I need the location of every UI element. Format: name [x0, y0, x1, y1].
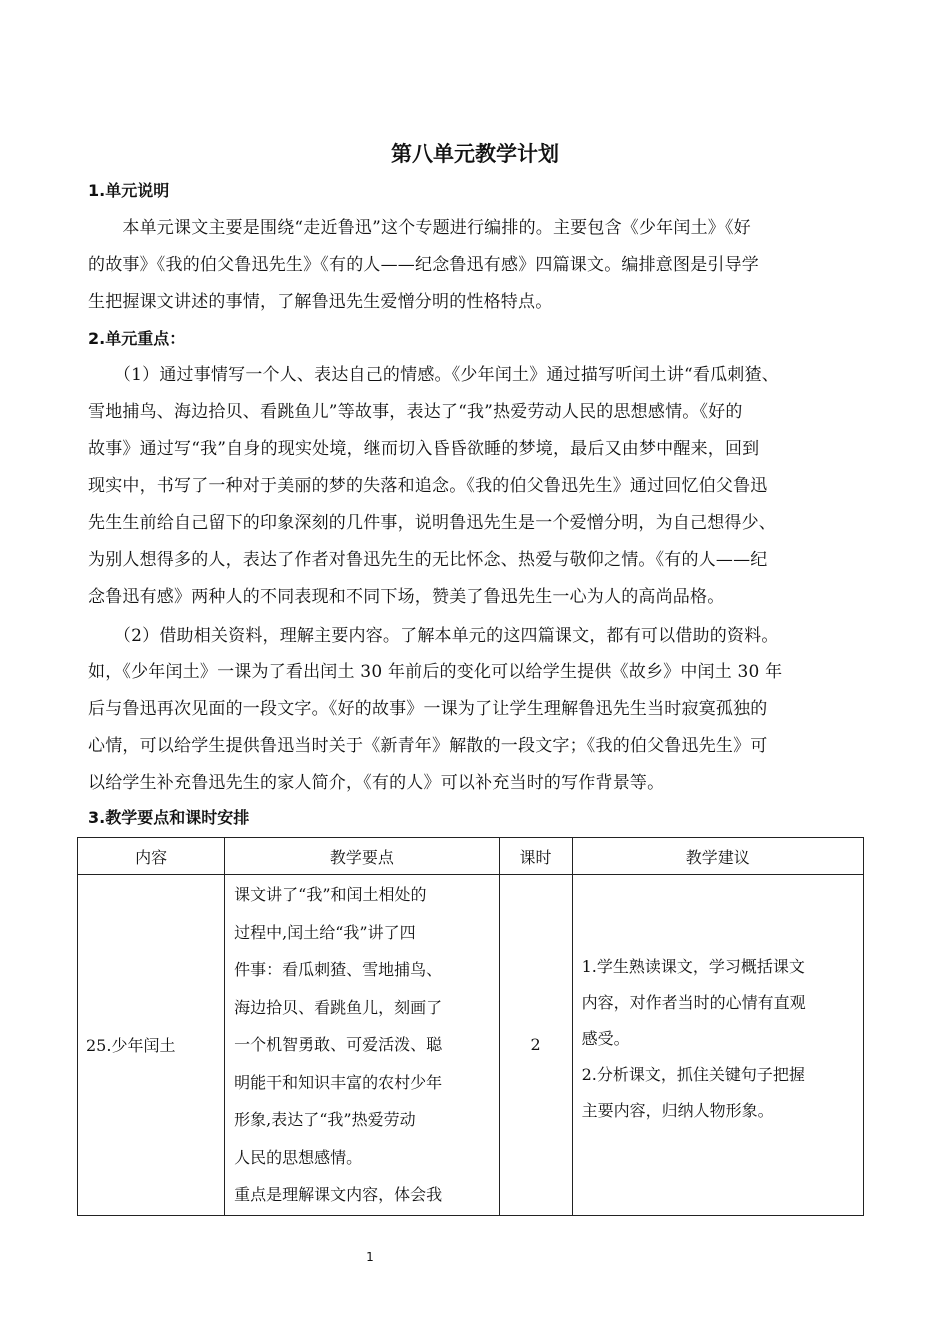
- paragraph-line: 心情，可以给学生提供鲁迅当时关于《新青年》解散的一段文字；《我的伯父鲁迅先生》可: [88, 736, 768, 756]
- table-header-row: [78, 838, 864, 875]
- key-point-line: 过程中,闰土给“我”讲了四: [234, 922, 416, 942]
- paragraph-line: 生把握课文讲述的事情，了解鲁迅先生爱憎分明的性格特点。: [88, 292, 553, 312]
- column-header-class-hours: 课时: [499, 838, 572, 875]
- cell-key-points: [225, 875, 499, 1216]
- key-point-line: 件事：看瓜刺猹、雪地捕鸟、: [234, 960, 443, 979]
- section-heading-unit-focus: 2.单元重点：: [88, 329, 186, 348]
- teaching-plan-table: [77, 837, 864, 1216]
- cell-lesson-title: 25.少年闰土: [78, 875, 225, 1216]
- section-heading-unit-description: 1.单元说明: [88, 181, 170, 200]
- paragraph-line: 雪地捕鸟、海边拾贝、看跳鱼儿”等故事，表达了“我”热爱劳动人民的思想感情。《好的: [88, 402, 743, 422]
- table-row: [78, 875, 864, 1216]
- paragraph-line: 以给学生补充鲁迅先生的家人简介，《有的人》可以补充当时的写作背景等。: [88, 773, 665, 793]
- cell-suggestions: [572, 875, 863, 1216]
- section-heading-teaching-plan: 3.教学要点和课时安排: [88, 808, 250, 827]
- key-point-line: 明能干和知识丰富的农村少年: [234, 1072, 443, 1092]
- key-point-line: 形象,表达了“我”热爱劳动: [234, 1110, 416, 1129]
- suggestion-line: 感受。: [581, 1028, 630, 1048]
- paragraph-line: （2）借助相关资料，理解主要内容。了解本单元的这四篇课文，都有可以借助的资料。: [88, 626, 779, 646]
- key-point-line: 课文讲了“我”和闰土相处的: [234, 885, 427, 904]
- suggestion-line: 1.学生熟读课文，学习概括课文: [581, 956, 805, 976]
- paragraph-line: （1）通过事情写一个人、表达自己的情感。《少年闰土》通过描写听闰土讲“看瓜刺猹、: [88, 365, 779, 385]
- paragraph-line: 念鲁迅有感》两种人的不同表现和不同下场，赞美了鲁迅先生一心为人的高尚品格。: [88, 587, 725, 607]
- suggestion-line: 2.分析课文，抓住关键句子把握: [581, 1064, 805, 1084]
- paragraph-line: 本单元课文主要是围绕“走近鲁迅”这个专题进行编排的。主要包含《少年闰土》《好: [88, 218, 751, 238]
- column-header-key-points: 教学要点: [225, 838, 499, 875]
- paragraph-line: 故事》通过写“我”自身的现实处境，继而切入昏昏欲睡的梦境，最后又由梦中醒来，回到: [88, 439, 760, 459]
- paragraph-line: 如，《少年闰土》一课为了看出闰土 30 年前后的变化可以给学生提供《故乡》中闰土 30 年: [88, 662, 783, 682]
- paragraph-line: 先生生前给自己留下的印象深刻的几件事，说明鲁迅先生是一个爱憎分明，为自己想得少、: [88, 513, 776, 533]
- key-point-line: 重点是理解课文内容，体会我: [234, 1185, 443, 1204]
- key-point-line: 人民的思想感情。: [234, 1147, 363, 1167]
- page-title: 第八单元教学计划: [391, 142, 559, 166]
- column-header-suggestions: 教学建议: [572, 838, 863, 875]
- paragraph-line: 后与鲁迅再次见面的一段文字。《好的故事》一课为了让学生理解鲁迅先生当时寂寞孤独的: [88, 699, 768, 719]
- paragraph-line: 现实中，书写了一种对于美丽的梦的失落和追念。《我的伯父鲁迅先生》通过回忆伯父鲁迅: [88, 476, 768, 496]
- suggestion-line: 主要内容，归纳人物形象。: [581, 1100, 774, 1120]
- column-header-content: 内容: [78, 838, 225, 875]
- paragraph-line: 为别人想得多的人，表达了作者对鲁迅先生的无比怀念、热爱与敬仰之情。《有的人——纪: [88, 550, 768, 570]
- cell-class-hours: 2: [499, 875, 572, 1216]
- key-point-line: 海边拾贝、看跳鱼儿，刻画了: [234, 997, 443, 1017]
- key-point-line: 一个机智勇敢、可爱活泼、聪: [234, 1035, 443, 1054]
- page-number: 1: [366, 1250, 374, 1264]
- paragraph-line: 的故事》《我的伯父鲁迅先生》《有的人——纪念鲁迅有感》四篇课文。编排意图是引导学: [88, 255, 759, 275]
- suggestion-line: 内容，对作者当时的心情有直观: [581, 992, 806, 1012]
